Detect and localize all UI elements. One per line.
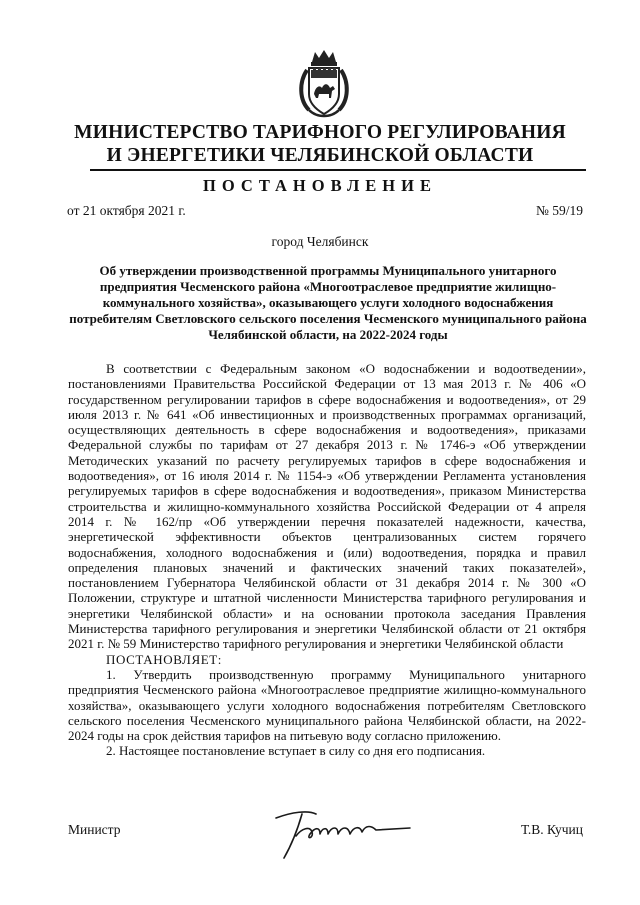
ministry-name-line1: МИНИСТЕРСТВО ТАРИФНОГО РЕГУЛИРОВАНИЯ — [74, 122, 566, 143]
preamble-paragraph: В соответствии с Федеральным законом «О водоснабжении и водоотведении», постановлениями Правительства Российской Федерации от 13 мая 2013 г. № 406 «О государственном регулировании тарифов в сфере водоснабжения и водоотведения», от 29 июля 2013 г. № 641 «Об инвестиционных и производственных программах организаций, осуществляющих деятельность в сфере водоснабжения и водоотведения», приказами Федеральной службы по тарифам от 27 декабря 2013 г. № 1746-э «Об утверждении Методических указаний по расчету регулируемых тарифов в сфере водоснабжения и водоотведения», от 16 июля 2014 г. № 1154-э «Об утверждении Регламента установления регулируемых тарифов в сфере водоснабжения и водоотведения», приказом Министерства строительства и жилищно-коммунального хозяйства Российской Федерации от 4 апреля 2014 г. № 162/пр «Об утверждении перечня показателей надежности, качества, энергетической эффективности объектов централизованных систем горячего водоснабжения, холодного водоснабжения и (или) водоотведения, порядка и правил определения плановых значений и фактических значений таких показателей», постановлением Губернатора Челябинской области от 31 декабря 2014 г. № 300 «О Положении, структуре и штатной численности Министерства тарифного регулирования и энергетики Челябинской области» и на основании протокола заседания Правления Министерства тарифного регулирования и энергетики Челябинской области от 21 октября 2021 г. № 59 Министерство тарифного регулирования и энергетики Челябинской области — [68, 361, 586, 652]
signatory-role: Министр — [68, 822, 121, 837]
decree-number: № 59/19 — [535, 203, 583, 218]
decree-body — [68, 361, 586, 759]
decree-city: город Челябинск — [271, 234, 369, 249]
document-type-title: ПОСТАНОВЛЕНИЕ — [203, 176, 437, 195]
header-divider — [90, 169, 586, 171]
signatory-name: Т.В. Кучиц — [520, 822, 583, 837]
resolution-item-1: 1. Утвердить производственную программу Муниципального унитарного предприятия Чесменского района «Многоотраслевое предприятие жилищно-коммунального хозяйства», оказывающего услуги холодного водоснабжения потребителям Светловского сельского поселения Чесменского муниципального района Челябинской области, на 2022-2024 годы на срок действия тарифов на питьевую воду согласно приложению. — [68, 666, 586, 744]
resolution-word: ПОСТАНОВЛЯЕТ: — [106, 651, 223, 667]
handwritten-signature — [262, 804, 412, 862]
chelyabinsk-coat-of-arms-icon — [295, 48, 353, 120]
resolution-item-2: 2. Настоящее постановление вступает в силу со дня его подписания. — [106, 743, 486, 759]
ministry-name-line2: И ЭНЕРГЕТИКИ ЧЕЛЯБИНСКОЙ ОБЛАСТИ — [106, 145, 534, 166]
decree-subject: Об утверждении производственной программы Муниципального унитарного предприятия Чесменского района «Многоотраслевое предприятие жилищно-коммунального хозяйства», оказывающего услуги холодного водоснабжения потребителям Светловского сельского поселения Чесменского муниципального района Челябинской области, на 2022-2024 годы — [69, 263, 587, 342]
decree-date: от 21 октября 2021 г. — [67, 203, 186, 218]
